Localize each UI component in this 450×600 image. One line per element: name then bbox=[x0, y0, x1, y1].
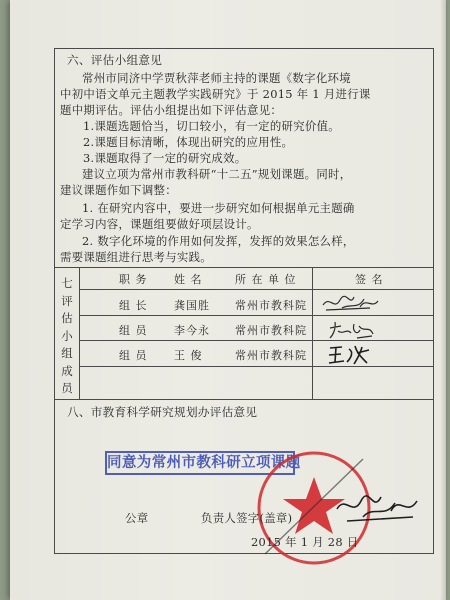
header-unit: 所 在 单 位 bbox=[235, 273, 297, 286]
form-frame bbox=[54, 48, 434, 554]
director-signature-label: 负责人签字(盖章) bbox=[201, 511, 293, 525]
section6-line: 定学习内容，课题组要做好项层设计。 bbox=[60, 217, 259, 231]
section6-line: 需要课题组进行思考与实践。 bbox=[60, 250, 212, 264]
section6-line: 1.课题选题恰当，切口较小，有一定的研究价值。 bbox=[83, 119, 340, 133]
signature-image bbox=[320, 291, 382, 315]
header-role: 职 务 bbox=[119, 273, 148, 286]
signature-image bbox=[327, 343, 373, 367]
member-unit: 常州市教科院 bbox=[235, 349, 307, 362]
section6-line: 建议课题作如下调整： bbox=[60, 183, 177, 197]
member-unit: 常州市教科院 bbox=[235, 324, 307, 337]
section6-line: 1. 在研究内容中，要进一步研究如何根据单元主题确 bbox=[82, 201, 355, 215]
row-divider bbox=[79, 289, 433, 290]
section6-title: 六、评估小组意见 bbox=[67, 53, 163, 67]
section8 bbox=[55, 399, 433, 555]
member-name: 龚国胜 bbox=[174, 299, 210, 312]
section6-line: 中初中语文单元主题教学实践研究》于 2015 年 1 月进行课 bbox=[60, 87, 371, 101]
official-stamp-label: 公章 bbox=[125, 511, 149, 525]
section6-line: 2. 数字化环境的作用如何发挥，发挥的效果怎么样， bbox=[82, 234, 355, 248]
col-divider bbox=[312, 267, 313, 399]
member-name: 王 俊 bbox=[174, 349, 203, 362]
signature-image bbox=[327, 319, 377, 341]
section6-line: 常州市同济中学贾秋萍老师主持的课题《数字化环境 bbox=[82, 71, 351, 85]
member-role: 组 长 bbox=[119, 299, 148, 312]
section6-line: 2.课题目标清晰，体现出研究的应用性。 bbox=[83, 135, 294, 149]
approval-stamp: 同意为常州市教科研立项课题 bbox=[105, 451, 295, 475]
section6-line: 建议立项为常州市教科研“十二五”规划课题。同时， bbox=[82, 167, 352, 181]
section6-line: 3.课题取得了一定的研究成效。 bbox=[83, 151, 247, 165]
members-table bbox=[55, 267, 433, 399]
document-page bbox=[10, 0, 446, 600]
member-role: 组 员 bbox=[119, 324, 148, 337]
row-divider bbox=[79, 340, 433, 341]
col-divider bbox=[79, 267, 80, 399]
section8-title: 八、市教育科学研究规划办评估意见 bbox=[67, 405, 258, 419]
section7-label: 七评估小组成员 bbox=[61, 276, 73, 395]
member-unit: 常州市教科院 bbox=[235, 299, 307, 312]
header-name: 姓 名 bbox=[174, 273, 203, 286]
page-edge-shadow bbox=[440, 0, 446, 600]
row-divider bbox=[79, 366, 433, 367]
member-role: 组 员 bbox=[119, 349, 148, 362]
approval-date: 2015 年 1 月 28 日 bbox=[251, 535, 359, 549]
signature-image bbox=[333, 487, 429, 529]
row-divider bbox=[79, 315, 433, 316]
member-name: 李今永 bbox=[174, 324, 210, 337]
section6-line: 题中期评估。评估小组提出如下评估意见： bbox=[60, 103, 283, 117]
header-signature: 签 名 bbox=[355, 273, 384, 286]
